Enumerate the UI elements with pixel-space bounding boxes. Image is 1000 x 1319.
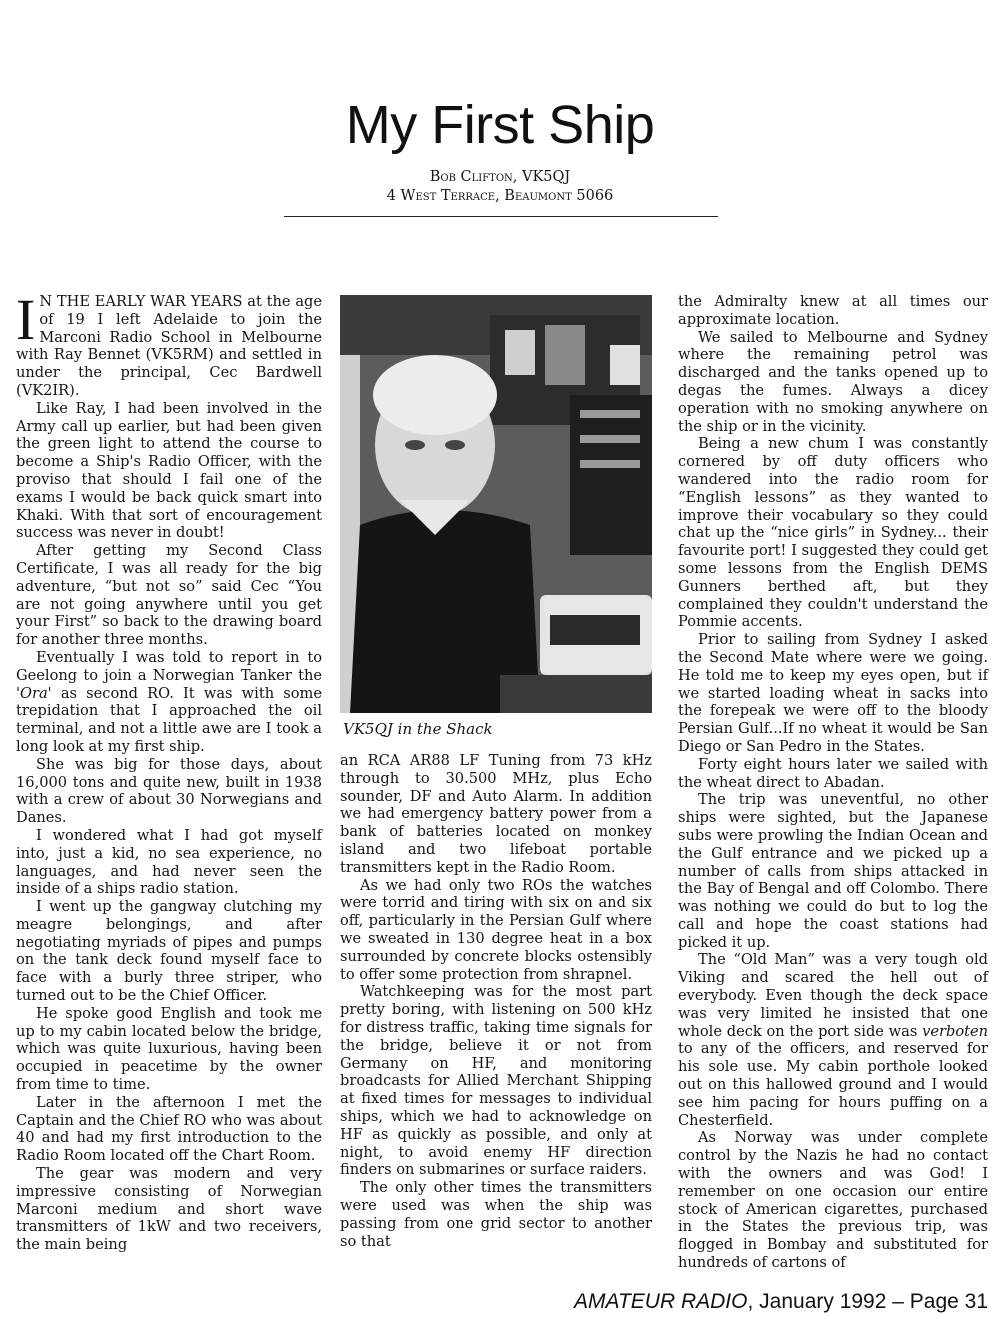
paragraph: He spoke good English and took me up to my cabin located below the bridge, which was quite luxurious, having been occupied in peacetime by the owner from time to time. <box>16 1004 322 1094</box>
paragraph: the Admiralty knew at all times our approximate location. <box>678 293 988 328</box>
paragraph-text: to any of the officers, and reserved for his sole use. My cabin porthole looked out on this hallowed ground and I would see him pacing for hours puffing on a Chesterfield. <box>678 1040 988 1129</box>
paragraph: Prior to sailing from Sydney I asked the Second Mate where were we going. He told me to keep my eyes open, but if we started loading wheat in sacks into the forepeak we were off to the bloody Persian Gulf...If no wheat it would be San Diego or San Pedro in the States. <box>678 631 988 755</box>
byline <box>0 168 1000 206</box>
page-footer <box>574 1290 988 1314</box>
paragraph: Watchkeeping was for the most part pretty boring, with listening on 500 kHz for distress traffic, taking time signals for the bridge, believe it or not from Germany on HF, and monitoring broadcasts for Allied Merchant Shipping at fixed times for messages to individual ships, which we had to acknowledge on HF as quickly as possible, and only at night, to avoid enemy HF direction finders on submarines or surface raiders. <box>340 983 652 1179</box>
paragraph: I went up the gangway clutching my meagre belongings, and after negotiating myriads of pipes and pumps on the tank deck found myself face to face with a burly three striper, who turned out to be the Chief Officer. <box>16 898 322 1005</box>
paragraph: We sailed to Melbourne and Sydney where the remaining petrol was discharged and the tanks opened up to degas the fumes. Always a dicey operation with no smoking anywhere on the ship or in the vicinity. <box>678 328 988 435</box>
paragraph: Like Ray, I had been involved in the Army call up earlier, but had been given the green light to attend the course to become a Ship's Radio Officer, with the proviso that should I fail one of the exams I would be back quick smart into Khaki. With that sort of encouragement success was never in doubt! <box>16 399 322 542</box>
magazine-name: AMATEUR RADIO <box>574 1290 748 1313</box>
paragraph-text: The “Old Man” was a very tough old Viking and scared the hell out of everybody. Even though the deck space was very limited he insisted that one whole deck on the port side was <box>678 951 988 1040</box>
paragraph <box>16 287 322 400</box>
shack-photo <box>340 295 652 713</box>
paragraph: After getting my Second Class Certificate, I was all ready for the big adventure, “but not so” said Cec “You are not going anywhere until you get your First” so back to the drawing board for another three months. <box>16 542 322 649</box>
article-title: My First Ship <box>345 95 655 155</box>
ship-name: 'Ora' <box>16 684 52 702</box>
paragraph: Being a new chum I was constantly cornered by off duty officers who wandered into the radio room for “English lessons” as they wanted to improve their vocabulary so they could chat up the “nice girls” in Sydney... their favourite port! I suggested they could get some lessons from the English DEMS Gunners berthed aft, but they complained they couldn't understand the Pommie accents. <box>678 435 988 631</box>
paragraph: Forty eight hours later we sailed with the wheat direct to Abadan. <box>678 755 988 791</box>
paragraph: The only other times the transmitters were used was when the ship was passing from one grid sector to another so that <box>340 1179 652 1250</box>
emphasis: verboten <box>922 1022 989 1040</box>
paragraph: As we had only two ROs the watches were torrid and tiring with six on and six off, particularly in the Persian Gulf where we sweated in 130 degree heat in a box surrounded by concrete blocks ostensibly to offer some protection from shrapnel. <box>340 876 652 983</box>
paragraph: Later in the afternoon I met the Captain and the Chief RO who was about 40 and had my first introduction to the Radio Room located off the Chart Room. <box>16 1093 322 1165</box>
paragraph: I wondered what I had got myself into, just a kid, no sea experience, no languages, and had never seen the inside of a ships radio station. <box>16 826 322 898</box>
paragraph: As Norway was under complete control by the Nazis he had no contact with the owners and was God! I remember on one occasion our entire stock of American cigarettes, purchased in the States the previous trip, was flogged in Bombay and substituted for hundreds of cartons of <box>678 1129 988 1272</box>
title-divider <box>284 216 718 217</box>
photo-caption: VK5QJ in the Shack <box>343 720 493 738</box>
paragraph <box>678 951 988 1129</box>
paragraph: an RCA AR88 LF Tuning from 73 kHz through to 30.500 MHz, plus Echo sounder, DF and Auto Alarm. In addition we had emergency battery power from a bank of batteries located on monkey island and two lifeboat portable transmitters kept in the Radio Room. <box>340 752 652 876</box>
photo-illustration <box>340 295 652 713</box>
column-2 <box>340 752 652 1250</box>
address-line: 4 West Terrace, Beaumont 5066 <box>386 188 614 204</box>
column-3 <box>678 293 988 1272</box>
paragraph-text: Eventually I was told to report in to Geelong to join a Norwegian Tanker the <box>16 648 322 684</box>
paragraph-text: as second RO. It was with some trepidation that I approached the oil terminal, and not a little awe are I took a long look at my first ship. <box>16 684 322 755</box>
paragraph: She was big for those days, about 16,000 tons and quite new, built in 1938 with a crew of about 30 Norwegians and Danes. <box>16 755 322 827</box>
paragraph: The trip was uneventful, no other ships were sighted, but the Japanese subs were prowling the Indian Ocean and the Gulf entrance and we picked up a number of calls from ships attacked in the Bay of Bengal and off Colombo. There was nothing we could do but to log the call and hope the coast stations had picked it up. <box>678 791 988 951</box>
drop-cap: I <box>16 287 36 352</box>
paragraph: The gear was modern and very impressive consisting of Norwegian Marconi medium and short wave transmitters of 1kW and two receivers, the main being <box>16 1165 322 1254</box>
paragraph-text: N THE EARLY WAR YEARS at the age of 19 I left Adelaide to join the Marconi Radio School in Melbourne with Ray Bennet (VK5RM) and settled in under the principal, Cec Bardwell (VK2IR). <box>16 293 322 399</box>
paragraph <box>16 649 322 756</box>
author-line: Bob Clifton, VK5QJ <box>429 169 571 185</box>
issue-page: , January 1992 – Page 31 <box>747 1290 988 1313</box>
column-1 <box>16 287 322 1254</box>
